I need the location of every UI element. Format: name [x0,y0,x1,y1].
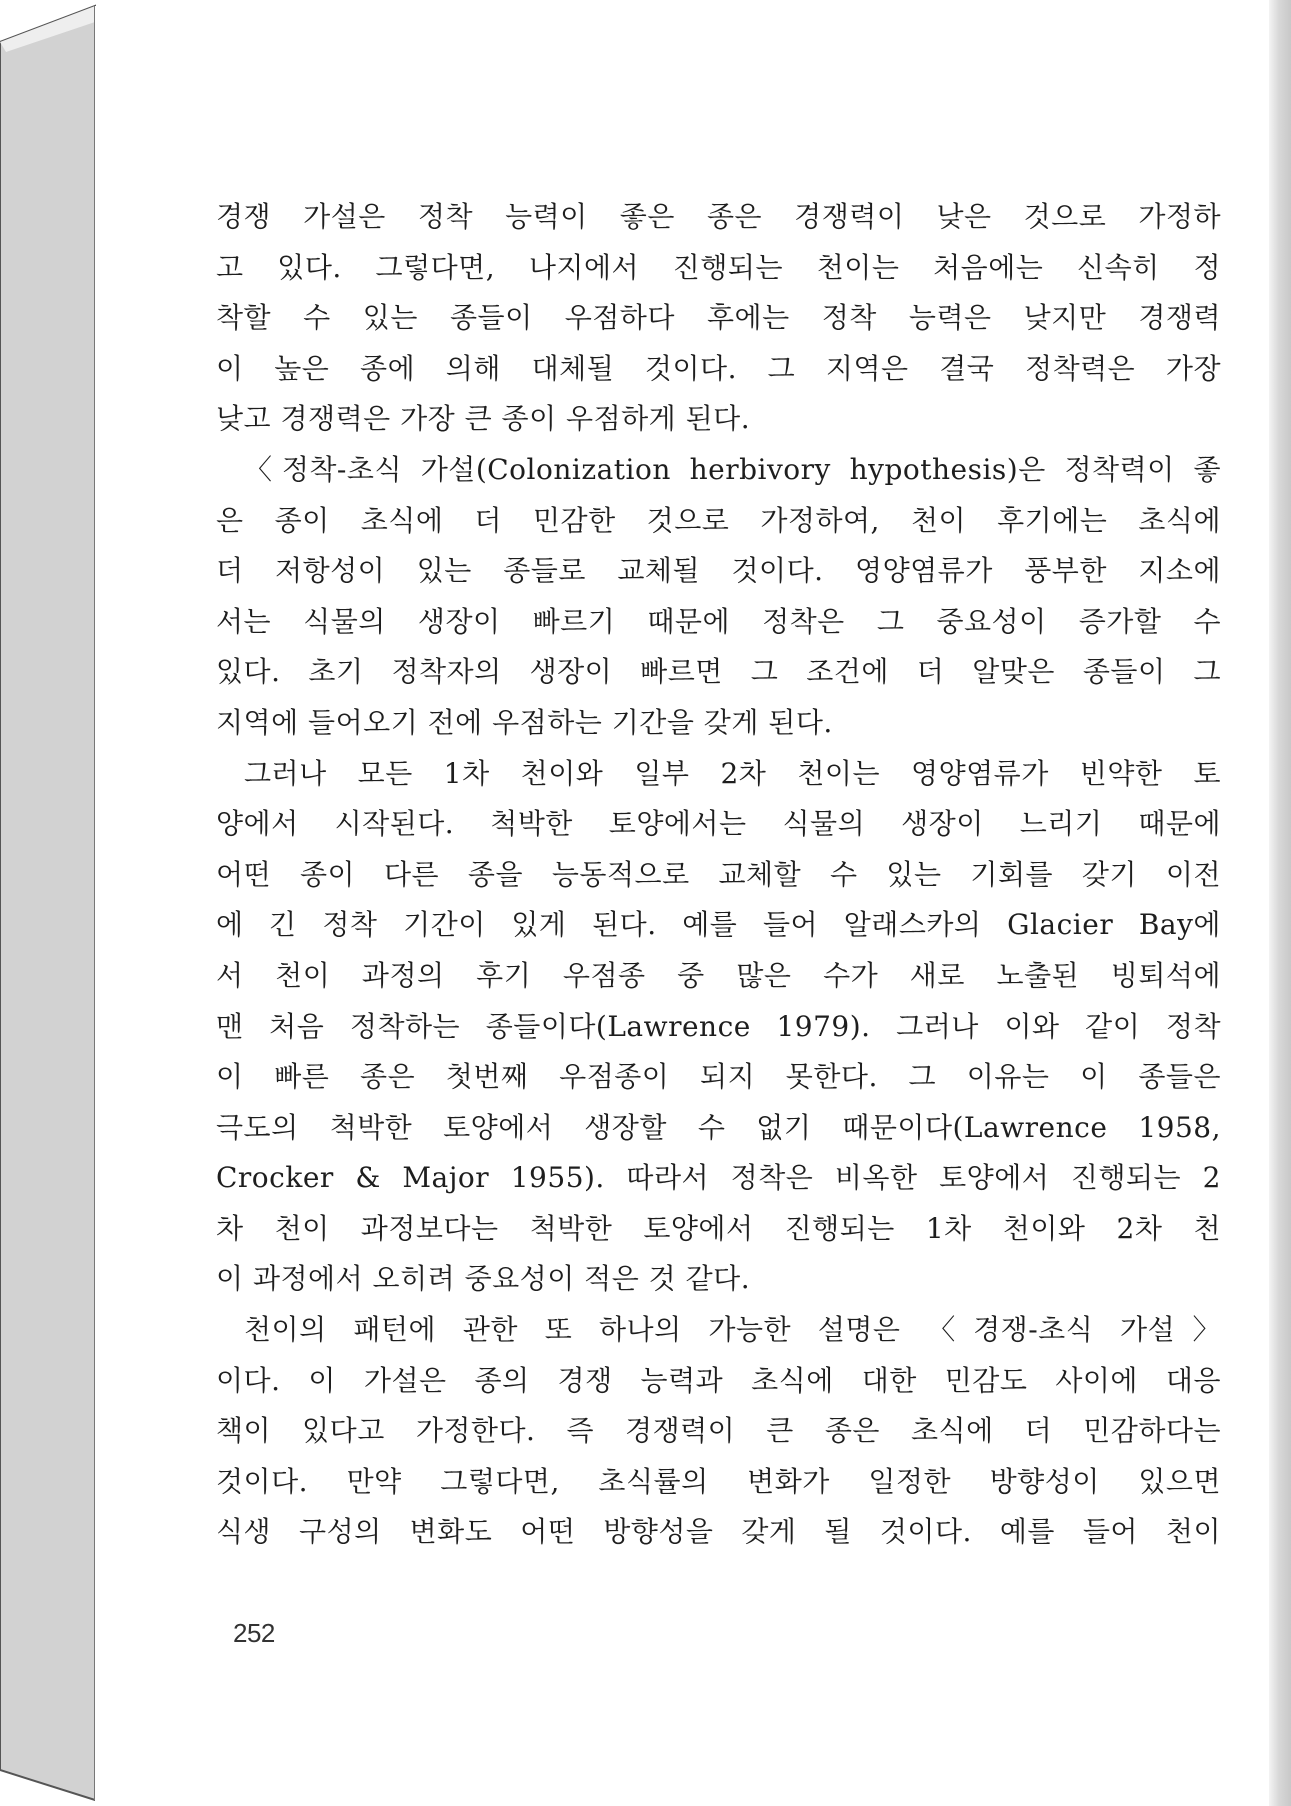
text-line: 차 천이 과정보다는 척박한 토양에서 진행되는 1차 천이와 2차 천 [216,1211,1221,1245]
text-line: 경쟁 가설은 정착 능력이 좋은 종은 경쟁력이 낮은 것으로 가정하 [216,200,1221,233]
text-line: 더 저항성이 있는 종들로 교체될 것이다. 영양염류가 풍부한 지소에 [216,554,1221,588]
text-line: 이다. 이 가설은 종의 경쟁 능력과 초식에 대한 민감도 사이에 대응 [216,1363,1221,1397]
text-line: 낮고 경쟁력은 가장 큰 종이 우점하게 된다. [216,402,751,436]
text-line: 천이의 패턴에 관한 또 하나의 가능한 설명은 〈경쟁-초식 가설〉 [244,1313,1221,1347]
text-line: 〈정착-초식 가설(Colonization herbivory hypothesis)은 정착력이 좋 [244,452,1221,486]
text-line: 있다. 초기 정착자의 생장이 빠르면 그 조건에 더 알맞은 종들이 그 [216,655,1221,689]
text-line: 맨 처음 정착하는 종들이다(Lawrence 1979). 그러나 이와 같이 정착 [216,1009,1221,1043]
text-line: 서는 식물의 생장이 빠르기 때문에 정착은 그 중요성이 증가할 수 [216,604,1221,638]
text-line: 이 빠른 종은 첫번째 우점종이 되지 못한다. 그 이유는 이 종들은 [216,1060,1221,1094]
text-line: 양에서 시작된다. 척박한 토양에서는 식물의 생장이 느리기 때문에 [216,807,1221,841]
page-number: 252 [233,1618,275,1648]
text-line: 그러나 모든 1차 천이와 일부 2차 천이는 영양염류가 빈약한 토 [244,756,1221,790]
text-line: 서 천이 과정의 후기 우점종 중 많은 수가 새로 노출된 빙퇴석에 [216,958,1221,992]
text-line: 고 있다. 그렇다면, 나지에서 진행되는 천이는 처음에는 신속히 정 [216,250,1221,284]
text-line: 어떤 종이 다른 종을 능동적으로 교체할 수 있는 기회를 갖기 이전 [216,857,1221,891]
text-line: 에 긴 정착 기간이 있게 된다. 예를 들어 알래스카의 Glacier Bay에 [216,908,1221,942]
book-spine-side [0,0,100,1806]
book-page [95,6,1265,1804]
body-text [216,192,1221,1558]
page-edge-shadow [1269,0,1291,1806]
text-line: Crocker & Major 1955). 따라서 정착은 비옥한 토양에서 진행되는 2 [216,1161,1221,1195]
text-line: 지역에 들어오기 전에 우점하는 기간을 갖게 된다. [216,705,833,739]
text-line: 착할 수 있는 종들이 우점하다 후에는 정착 능력은 낮지만 경쟁력 [216,301,1221,335]
text-line: 극도의 척박한 토양에서 생장할 수 없기 때문이다(Lawrence 1958, [216,1110,1221,1144]
text-line: 것이다. 만약 그렇다면, 초식률의 변화가 일정한 방향성이 있으면 [216,1464,1221,1498]
text-line: 은 종이 초식에 더 민감한 것으로 가정하여, 천이 후기에는 초식에 [216,503,1221,537]
text-line: 이 과정에서 오히려 중요성이 적은 것 같다. [216,1262,751,1296]
text-line: 책이 있다고 가정한다. 즉 경쟁력이 큰 종은 초식에 더 민감하다는 [216,1414,1221,1448]
text-line: 식생 구성의 변화도 어떤 방향성을 갖게 될 것이다. 예를 들어 천이 [216,1515,1221,1549]
text-line: 이 높은 종에 의해 대체될 것이다. 그 지역은 결국 정착력은 가장 [216,351,1221,385]
